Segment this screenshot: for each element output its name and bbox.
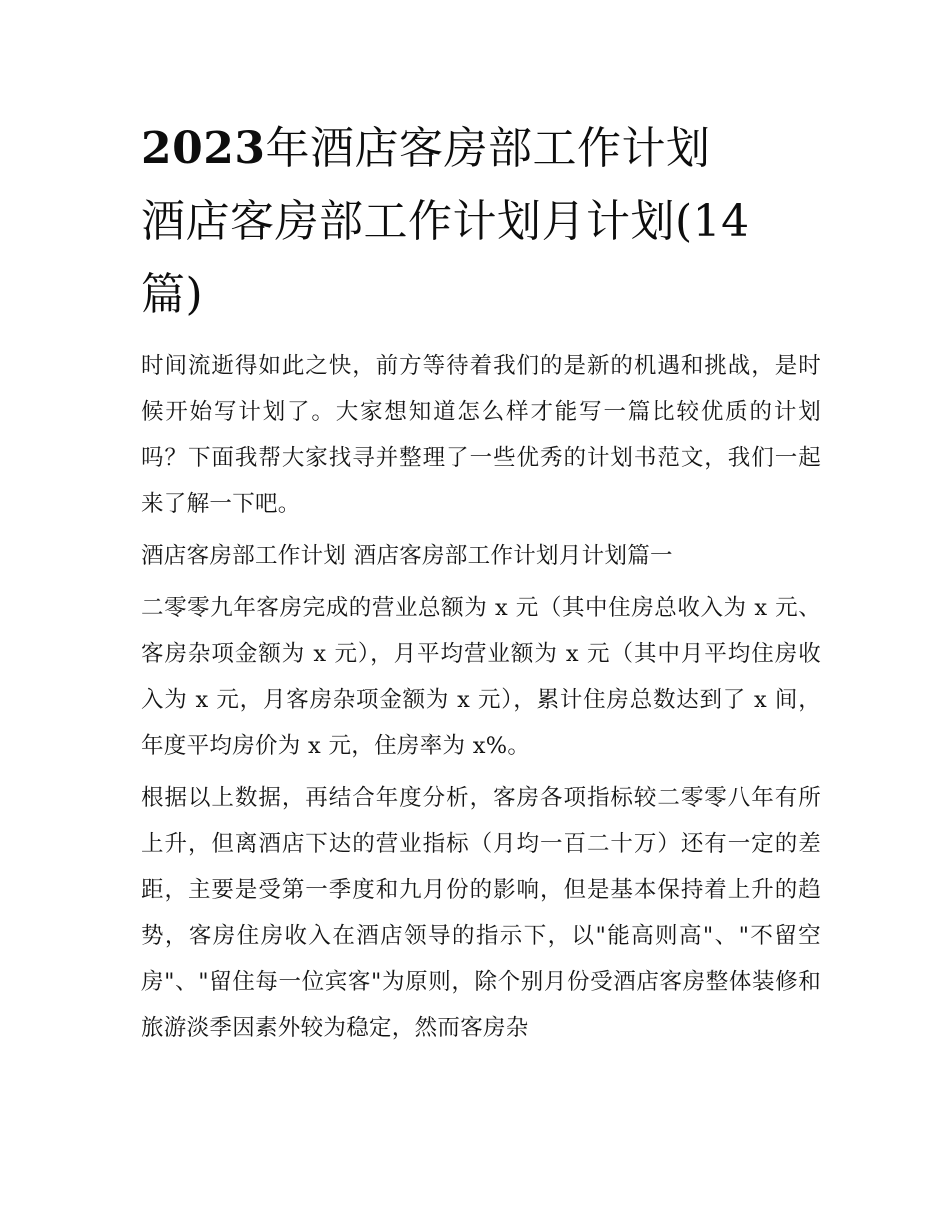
document-content <box>141 112 821 1057</box>
title-line-1 <box>141 123 710 174</box>
title-line-3: 篇) <box>141 269 204 320</box>
title-year: 2023 <box>141 123 266 174</box>
document-body <box>141 343 821 1051</box>
analysis-paragraph: 根据以上数据，再结合年度分析，客房各项指标较二零零八年有所上升，但离酒店下达的营业指标（月均一百二十万）还有一定的差距，主要是受第一季度和九月份的影响，但是基本保持着上升的趋势，客房住房收入在酒店领导的指示下，以"能高则高"、"不留空房"、"留住每一位宾客"为原则，除个别月份受酒店客房整体装修和旅游淡季因素外较为稳定，然而客房杂 <box>141 785 821 1041</box>
document-title <box>141 112 821 331</box>
section-heading: 酒店客房部工作计划 酒店客房部工作计划月计划篇一 <box>141 543 673 569</box>
title-line-2: 酒店客房部工作计划月计划(14 <box>141 196 750 247</box>
intro-paragraph: 时间流逝得如此之快，前方等待着我们的是新的机遇和挑战，是时候开始写计划了。大家想知道怎么样才能写一篇比较优质的计划吗？下面我帮大家找寻并整理了一些优秀的计划书范文，我们一起来了解一下吧。 <box>141 353 821 517</box>
revenue-paragraph: 二零零九年客房完成的营业总额为 x 元（其中住房总收入为 x 元、客房杂项金额为 x 元），月平均营业额为 x 元（其中月平均住房收入为 x 元，月客房杂项金额为 x 元），累计住房总数达到了 x 间，年度平均房价为 x 元，住房率为 x%。 <box>141 595 821 759</box>
title-line-1-text: 年酒店客房部工作计划 <box>265 123 711 174</box>
